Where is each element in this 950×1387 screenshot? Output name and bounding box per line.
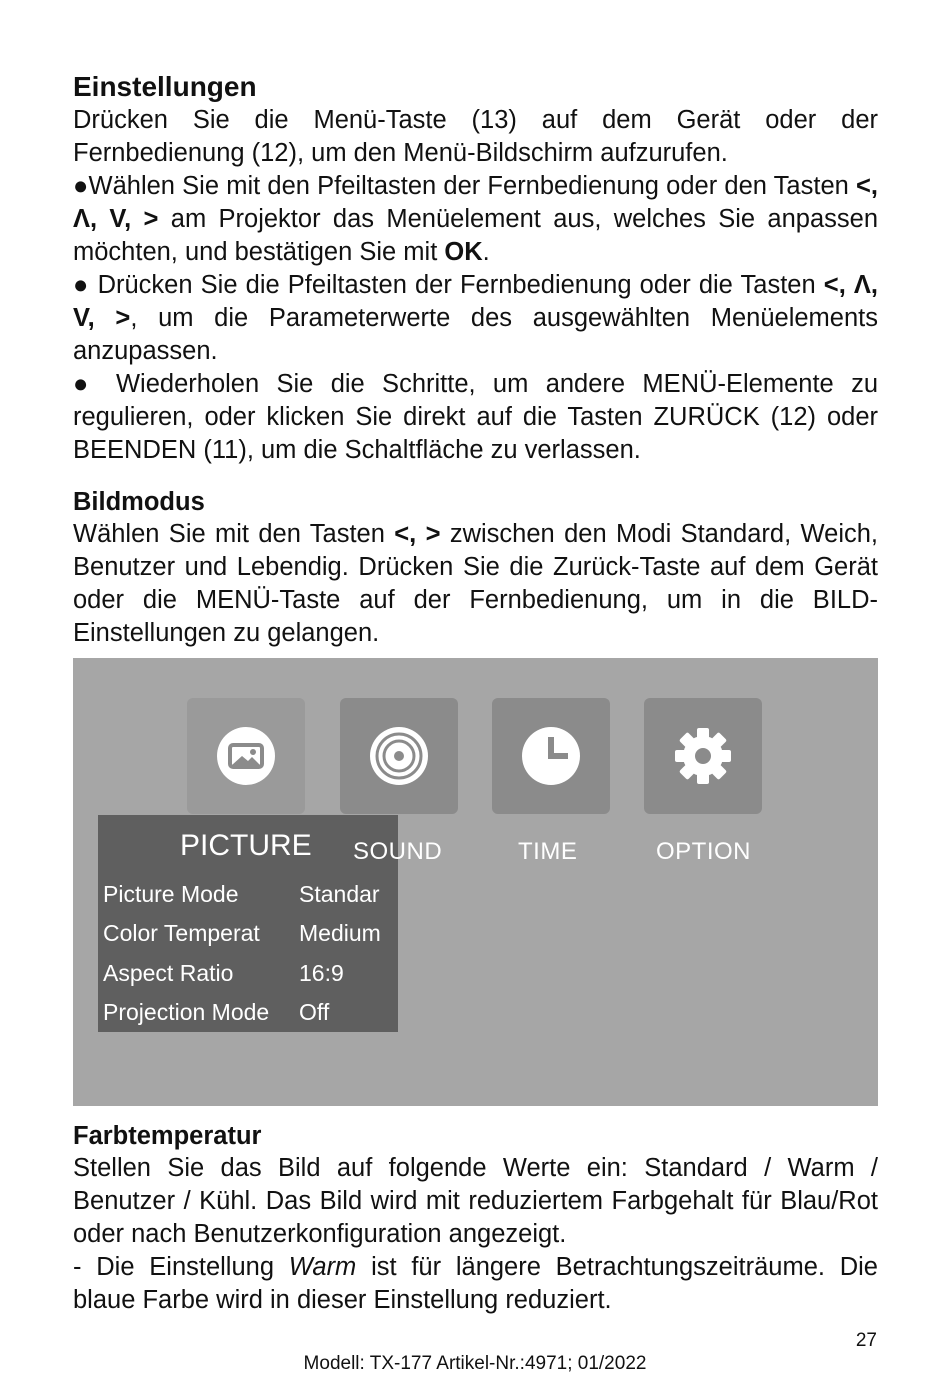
tab-sound: SOUND (353, 838, 443, 865)
color-temp-heading: Farbtemperatur (73, 1122, 262, 1150)
picture-mode-text: Wählen Sie mit den Tasten <, > zwischen den Modi Standard, Weich, Benutzer und Lebendig. Drücken Sie die Zurück-Taste auf dem Gerät oder die MENÜ-Taste auf der Fernbedienung, um in die BILD-Einstellungen zu gelangen. (73, 520, 878, 647)
time-tile (492, 698, 610, 814)
picture-icon (214, 724, 278, 788)
page-content (73, 70, 878, 1317)
tab-option: OPTION (656, 838, 752, 865)
color-temp-text: Stellen Sie das Bild auf folgende Werte ein: Standard / Warm / Benutzer / Kühl. Das Bild wird mit reduziertem Farbgehalt für Blau/Rot oder nach Benutzerkonfiguration angezeigt. (73, 1154, 878, 1248)
page-number: 27 (855, 1330, 877, 1351)
setting-value: 16:9 (299, 960, 344, 986)
clock-icon (519, 724, 583, 788)
setting-label: Picture Mode (103, 881, 239, 907)
gear-icon (671, 724, 735, 788)
settings-bullet-2: ● Drücken Sie die Pfeiltasten der Fernbedienung oder die Tasten <, Λ, V, >, um die Parameterwerte des ausgewählten Menüelements anzupassen. (73, 271, 878, 365)
color-temp-warm-note: - Die Einstellung Warm ist für längere Betrachtungszeiträume. Die blaue Farbe wird in dieser Einstellung reduziert. (73, 1253, 878, 1314)
setting-label: Projection Mode (103, 999, 270, 1025)
setting-value: Standar (299, 881, 380, 907)
tab-time: TIME (518, 838, 578, 865)
picture-mode-heading: Bildmodus (73, 488, 205, 516)
sound-tile (340, 698, 458, 814)
option-tile (644, 698, 762, 814)
setting-value: Medium (299, 920, 381, 946)
settings-bullet-1: ●Wählen Sie mit den Pfeiltasten der Fernbedienung oder den Tasten <, Λ, V, > am Projektor das Menüelement aus, welches Sie anpassen möchten, und bestätigen Sie mit OK. (73, 172, 879, 266)
setting-label: Aspect Ratio (103, 960, 234, 986)
menu-screenshot (73, 658, 878, 1106)
settings-bullet-3: ● Wiederholen Sie die Schritte, um andere MENÜ-Elemente zu regulieren, oder klicken Sie direkt auf die Tasten ZURÜCK (12) oder BEENDEN (11), um die Schaltfläche zu verlassen. (73, 370, 878, 464)
footer: Modell: TX-177 Artikel-Nr.:4971; 01/2022 (303, 1353, 647, 1374)
setting-value: Off (299, 999, 330, 1025)
tab-picture: PICTURE (180, 829, 312, 862)
setting-label: Color Temperat (103, 920, 260, 946)
settings-heading: Einstellungen (73, 71, 257, 102)
settings-intro: Drücken Sie die Menü-Taste (13) auf dem Gerät oder der Fernbedienung (12), um den Menü-Bildschirm aufzurufen. (73, 106, 878, 167)
sound-icon (367, 724, 431, 788)
picture-tile (187, 698, 305, 814)
